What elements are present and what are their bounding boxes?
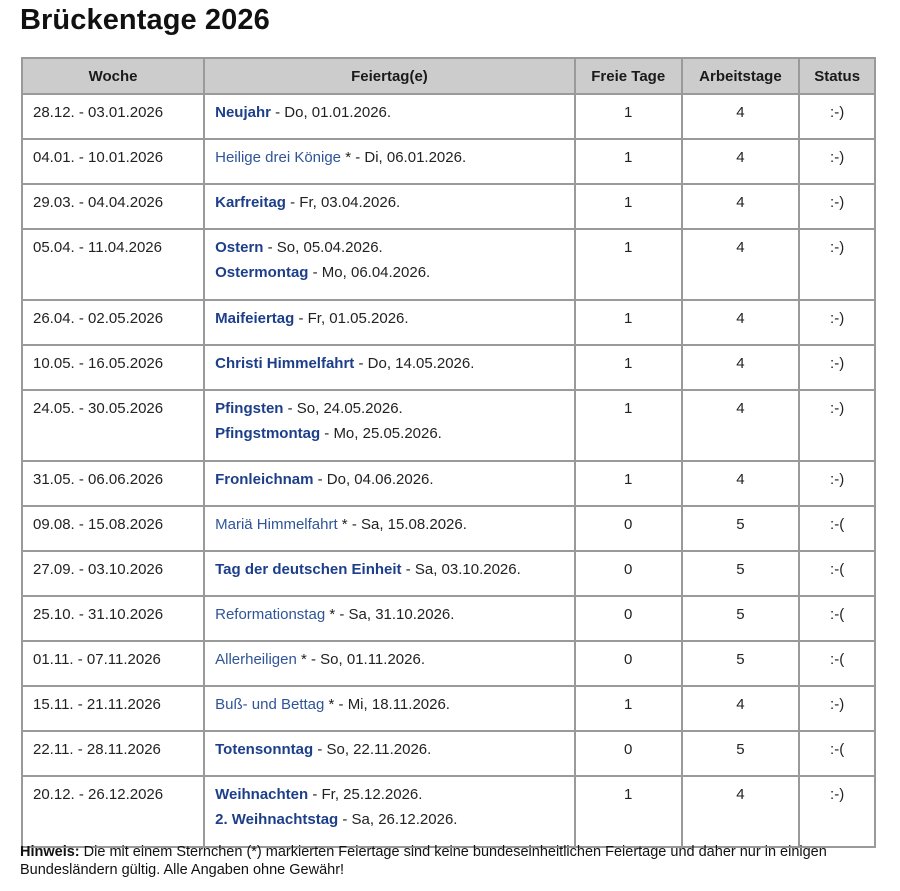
holiday-link[interactable]: Weihnachten — [215, 786, 309, 803]
status-emoticon-cell: :-) — [799, 390, 875, 461]
status-emoticon-cell: :-) — [799, 184, 875, 229]
holiday-date: - Fr, 01.05.2026. — [294, 310, 409, 327]
free-days-cell: 0 — [575, 641, 682, 686]
status-emoticon-cell: :-( — [799, 596, 875, 641]
holiday-entry — [215, 400, 564, 418]
holidays-cell — [204, 776, 575, 847]
status-emoticon-cell: :-) — [799, 139, 875, 184]
free-days-cell: 0 — [575, 596, 682, 641]
page-title: Brückentage 2026 — [20, 4, 270, 36]
bridge-days-table — [21, 57, 876, 848]
holidays-cell — [204, 345, 575, 390]
week-range-cell: 25.10. - 31.10.2026 — [22, 596, 204, 641]
week-range-cell: 22.11. - 28.11.2026 — [22, 731, 204, 776]
table-header-row — [22, 58, 875, 94]
holidays-cell — [204, 300, 575, 345]
work-days-cell: 4 — [682, 229, 800, 300]
table-row — [22, 776, 875, 847]
note-label: Hinweis: — [20, 844, 80, 860]
column-header-status: Status — [799, 58, 875, 94]
holiday-link[interactable]: Maifeiertag — [215, 310, 295, 327]
holiday-entry — [215, 651, 564, 669]
holidays-cell — [204, 461, 575, 506]
holiday-date: - So, 24.05.2026. — [283, 400, 403, 417]
work-days-cell: 4 — [682, 94, 800, 139]
holiday-date: - Mi, 18.11.2026. — [334, 696, 450, 713]
status-emoticon-cell: :-) — [799, 229, 875, 300]
table-row — [22, 139, 875, 184]
work-days-cell: 4 — [682, 300, 800, 345]
holiday-link[interactable]: Christi Himmelfahrt — [215, 355, 355, 372]
work-days-cell: 4 — [682, 686, 800, 731]
holidays-cell — [204, 551, 575, 596]
table-row — [22, 390, 875, 461]
holidays-cell — [204, 390, 575, 461]
holidays-cell — [204, 139, 575, 184]
column-header-free-days: Freie Tage — [575, 58, 682, 94]
free-days-cell: 1 — [575, 184, 682, 229]
holiday-date: - Sa, 15.08.2026. — [347, 516, 467, 533]
table-row — [22, 461, 875, 506]
table-row — [22, 345, 875, 390]
table-body — [22, 94, 875, 847]
holidays-cell — [204, 94, 575, 139]
holiday-entry — [215, 471, 564, 489]
week-range-cell: 10.05. - 16.05.2026 — [22, 345, 204, 390]
work-days-cell: 5 — [682, 731, 800, 776]
week-range-cell: 05.04. - 11.04.2026 — [22, 229, 204, 300]
holiday-date: - So, 22.11.2026. — [313, 741, 432, 758]
free-days-cell: 1 — [575, 686, 682, 731]
holiday-link[interactable]: Neujahr — [215, 104, 271, 121]
week-range-cell: 01.11. - 07.11.2026 — [22, 641, 204, 686]
holiday-date: - Fr, 03.04.2026. — [285, 194, 401, 211]
holiday-entry — [215, 741, 564, 759]
holidays-cell — [204, 686, 575, 731]
holiday-entry — [215, 696, 564, 714]
holiday-link-regional[interactable]: Reformationstag — [215, 606, 326, 623]
work-days-cell: 4 — [682, 345, 800, 390]
holiday-date: - Di, 06.01.2026. — [351, 149, 467, 166]
week-range-cell: 15.11. - 21.11.2026 — [22, 686, 204, 731]
holiday-date: - So, 01.11.2026. — [306, 651, 425, 668]
holiday-link[interactable]: Pfingsten — [215, 400, 284, 417]
week-range-cell: 26.04. - 02.05.2026 — [22, 300, 204, 345]
holiday-entry — [215, 811, 564, 829]
holiday-link[interactable]: Ostermontag — [215, 264, 309, 281]
work-days-cell: 5 — [682, 641, 800, 686]
holiday-entry — [215, 104, 564, 122]
holiday-link-regional[interactable]: Mariä Himmelfahrt — [215, 516, 338, 533]
holiday-date: - Sa, 31.10.2026. — [335, 606, 455, 623]
work-days-cell: 5 — [682, 551, 800, 596]
holiday-entry — [215, 606, 564, 624]
work-days-cell: 4 — [682, 390, 800, 461]
holidays-cell — [204, 641, 575, 686]
status-emoticon-cell: :-( — [799, 551, 875, 596]
work-days-cell: 5 — [682, 506, 800, 551]
holiday-entry — [215, 264, 564, 282]
table-row — [22, 731, 875, 776]
status-emoticon-cell: :-) — [799, 300, 875, 345]
column-header-work-days: Arbeitstage — [682, 58, 800, 94]
table-row — [22, 551, 875, 596]
free-days-cell: 1 — [575, 390, 682, 461]
asterisk-marker: * — [296, 651, 307, 668]
holidays-cell — [204, 229, 575, 300]
asterisk-marker: * — [325, 606, 336, 623]
free-days-cell: 1 — [575, 94, 682, 139]
holiday-date: - Sa, 26.12.2026. — [338, 811, 458, 828]
status-emoticon-cell: :-) — [799, 94, 875, 139]
work-days-cell: 4 — [682, 461, 800, 506]
column-header-holidays: Feiertag(e) — [204, 58, 575, 94]
disclaimer-note — [20, 843, 880, 879]
free-days-cell: 1 — [575, 776, 682, 847]
holiday-link[interactable]: Totensonntag — [215, 741, 314, 758]
table-row — [22, 506, 875, 551]
holiday-date: - Mo, 25.05.2026. — [320, 425, 442, 442]
holiday-link[interactable]: Pfingstmontag — [215, 425, 321, 442]
holidays-cell — [204, 731, 575, 776]
holiday-link[interactable]: Tag der deutschen Einheit — [215, 561, 402, 578]
holiday-link[interactable]: Ostern — [215, 239, 264, 256]
holiday-entry — [215, 561, 564, 579]
table-row — [22, 300, 875, 345]
free-days-cell: 0 — [575, 506, 682, 551]
week-range-cell: 09.08. - 15.08.2026 — [22, 506, 204, 551]
status-emoticon-cell: :-) — [799, 461, 875, 506]
holiday-entry — [215, 310, 564, 328]
holiday-date: - Do, 04.06.2026. — [313, 471, 434, 488]
holiday-link[interactable]: Fronleichnam — [215, 471, 314, 488]
table-row — [22, 596, 875, 641]
holiday-date: - Do, 14.05.2026. — [354, 355, 475, 372]
week-range-cell: 31.05. - 06.06.2026 — [22, 461, 204, 506]
free-days-cell: 0 — [575, 731, 682, 776]
asterisk-marker: * — [341, 149, 352, 166]
week-range-cell: 24.05. - 30.05.2026 — [22, 390, 204, 461]
holidays-cell — [204, 184, 575, 229]
status-emoticon-cell: :-) — [799, 345, 875, 390]
status-emoticon-cell: :-) — [799, 686, 875, 731]
work-days-cell: 4 — [682, 776, 800, 847]
free-days-cell: 0 — [575, 551, 682, 596]
asterisk-marker: * — [324, 696, 335, 713]
table-row — [22, 184, 875, 229]
free-days-cell: 1 — [575, 461, 682, 506]
holidays-cell — [204, 596, 575, 641]
week-range-cell: 20.12. - 26.12.2026 — [22, 776, 204, 847]
work-days-cell: 5 — [682, 596, 800, 641]
holiday-date: - Fr, 25.12.2026. — [308, 786, 423, 803]
holiday-link[interactable]: Karfreitag — [215, 194, 286, 211]
week-range-cell: 29.03. - 04.04.2026 — [22, 184, 204, 229]
free-days-cell: 1 — [575, 345, 682, 390]
table-row — [22, 641, 875, 686]
holiday-link[interactable]: 2. Weihnachtstag — [215, 811, 339, 828]
holiday-date: - Do, 01.01.2026. — [270, 104, 392, 121]
free-days-cell: 1 — [575, 139, 682, 184]
status-emoticon-cell: :-( — [799, 731, 875, 776]
holiday-entry — [215, 194, 564, 212]
week-range-cell: 04.01. - 10.01.2026 — [22, 139, 204, 184]
status-emoticon-cell: :-( — [799, 641, 875, 686]
holiday-date: - Mo, 06.04.2026. — [308, 264, 431, 281]
work-days-cell: 4 — [682, 139, 800, 184]
holiday-entry — [215, 355, 564, 373]
holiday-link-regional[interactable]: Heilige drei Könige — [215, 149, 342, 166]
work-days-cell: 4 — [682, 184, 800, 229]
holiday-entry — [215, 149, 564, 167]
holiday-link-regional[interactable]: Allerheiligen — [215, 651, 297, 668]
holiday-date: - Sa, 03.10.2026. — [401, 561, 521, 578]
status-emoticon-cell: :-( — [799, 506, 875, 551]
note-text: Die mit einem Sternchen (*) markierten Feiertage sind keine bundeseinheitlichen Feiertage und daher nur in einigen Bundesländern gültig. Alle Angaben ohne Gewähr! — [20, 844, 827, 878]
table-row — [22, 229, 875, 300]
week-range-cell: 28.12. - 03.01.2026 — [22, 94, 204, 139]
holiday-entry — [215, 239, 564, 257]
holiday-entry — [215, 786, 564, 804]
week-range-cell: 27.09. - 03.10.2026 — [22, 551, 204, 596]
free-days-cell: 1 — [575, 229, 682, 300]
free-days-cell: 1 — [575, 300, 682, 345]
holiday-date: - So, 05.04.2026. — [263, 239, 383, 256]
status-emoticon-cell: :-) — [799, 776, 875, 847]
asterisk-marker: * — [337, 516, 348, 533]
table-row — [22, 686, 875, 731]
table-row — [22, 94, 875, 139]
holiday-link-regional[interactable]: Buß- und Bettag — [215, 696, 325, 713]
column-header-week: Woche — [22, 58, 204, 94]
holiday-entry — [215, 425, 564, 443]
holiday-entry — [215, 516, 564, 534]
holidays-cell — [204, 506, 575, 551]
